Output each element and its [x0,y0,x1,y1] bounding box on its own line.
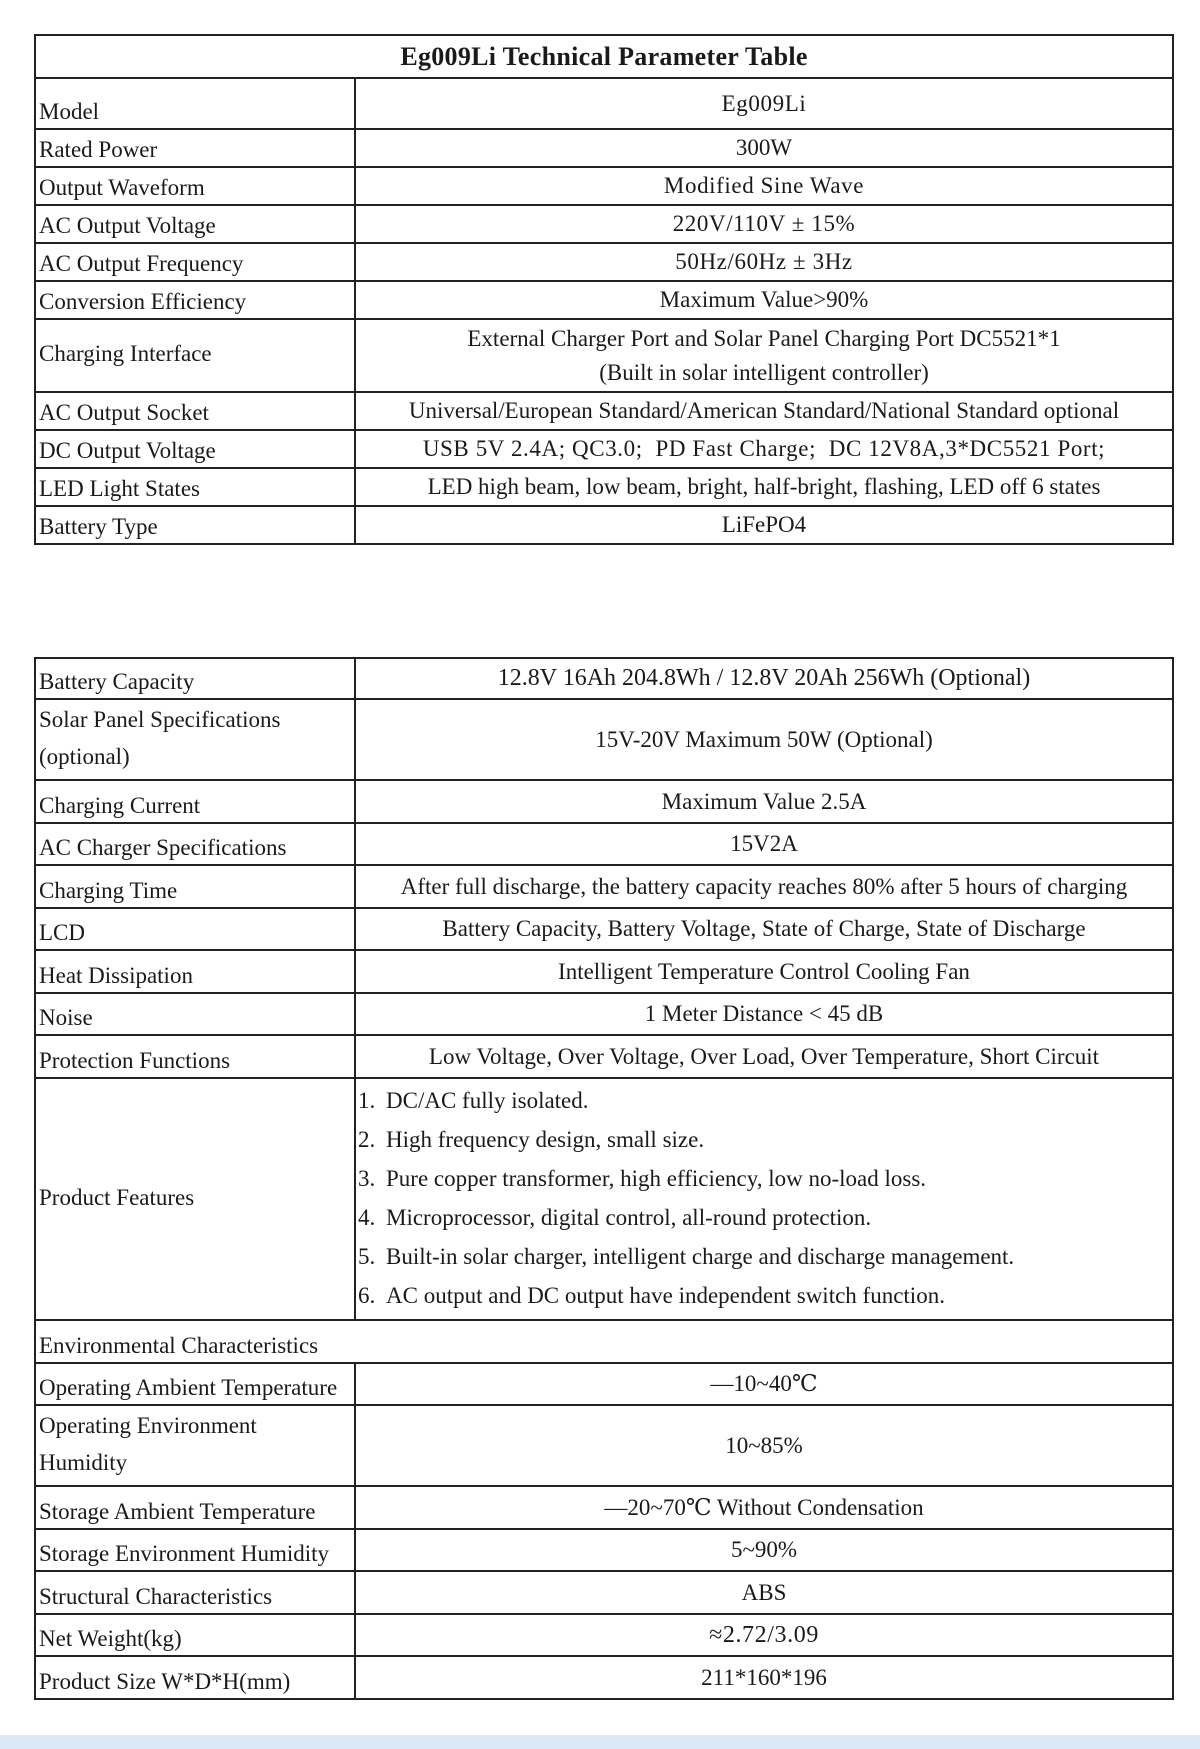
row-label-charging-time: Charging Time [35,865,355,908]
row-label-charging-interface: Charging Interface [35,319,355,392]
list-item: 5. Built-in solar charger, intelligent charge and discharge management. [358,1244,1015,1269]
row-label-dc-output-voltage: DC Output Voltage [35,430,355,468]
row-value-charging-time: After full discharge, the battery capacity reaches 80% after 5 hours of charging [355,865,1173,908]
table-row [35,1078,1173,1320]
row-label-battery-capacity: Battery Capacity [35,658,355,699]
table-row [35,506,1173,544]
row-label-solar-panel [35,699,355,780]
row-value-operating-ambient-temperature: —10~40℃ [355,1363,1173,1405]
row-label-noise: Noise [35,993,355,1035]
row-label-protection-functions: Protection Functions [35,1035,355,1078]
row-value-operating-humidity: 10~85% [355,1405,1173,1486]
list-item: 6. AC output and DC output have independent switch function. [358,1283,945,1308]
table-row [35,430,1173,468]
page-bottom-strip [0,1735,1200,1749]
list-item: 1. DC/AC fully isolated. [358,1088,589,1113]
row-value-output-waveform: Modified Sine Wave [355,167,1173,205]
table-row [35,658,1173,699]
table-row [35,1405,1173,1486]
row-label-product-features: Product Features [35,1078,355,1320]
table-row [35,1656,1173,1699]
row-value-rated-power: 300W [355,129,1173,167]
table-row [35,1571,1173,1614]
row-value-ac-charger: 15V2A [355,823,1173,865]
table-row [35,780,1173,823]
table-row [35,1614,1173,1656]
table-row [35,699,1173,780]
environment-heading: Environmental Characteristics [35,1320,355,1363]
table-row [35,243,1173,281]
row-label-rated-power: Rated Power [35,129,355,167]
row-label-product-size: Product Size W*D*H(mm) [35,1656,355,1699]
table-row [35,1486,1173,1529]
row-label-heat-dissipation: Heat Dissipation [35,950,355,993]
row-label-operating-ambient-temperature: Operating Ambient Temperature [35,1363,355,1405]
row-label-net-weight: Net Weight(kg) [35,1614,355,1656]
row-label-output-waveform: Output Waveform [35,167,355,205]
table-row [35,993,1173,1035]
list-item: 2. High frequency design, small size. [358,1127,705,1152]
solar-panel-label-line-1: Solar Panel Specifications [39,706,281,732]
row-value-battery-capacity: 12.8V 16Ah 204.8Wh / 12.8V 20Ah 256Wh (Optional) [355,658,1173,699]
row-value-storage-humidity: 5~90% [355,1529,1173,1571]
parameter-table-1 [34,34,1174,545]
operating-humidity-label-line-2: Humidity [39,1449,128,1475]
row-value-net-weight: ≈2.72/3.09 [355,1614,1173,1656]
table-row [35,167,1173,205]
charging-interface-line-2: (Built in solar intelligent controller) [599,359,929,385]
row-value-dc-output-voltage: USB 5V 2.4A; QC3.0; PD Fast Charge; DC 12V8A,3*DC5521 Port; [355,430,1173,468]
row-label-battery-type: Battery Type [35,506,355,544]
row-value-heat-dissipation: Intelligent Temperature Control Cooling Fan [355,950,1173,993]
row-value-model: Eg009Li [355,78,1173,129]
row-label-ac-output-frequency: AC Output Frequency [35,243,355,281]
table-row [35,281,1173,319]
table-row [35,468,1173,506]
product-features-list [355,1078,1173,1320]
charging-interface-line-1: External Charger Port and Solar Panel Charging Port DC5521*1 [467,325,1061,351]
row-value-structural-characteristics: ABS [355,1571,1173,1614]
row-label-ac-output-voltage: AC Output Voltage [35,205,355,243]
row-value-conversion-efficiency: Maximum Value>90% [355,281,1173,319]
table-row [35,1320,1173,1363]
row-value-led-light-states: LED high beam, low beam, bright, half-bright, flashing, LED off 6 states [355,468,1173,506]
row-label-ac-output-socket: AC Output Socket [35,392,355,430]
row-label-ac-charger: AC Charger Specifications [35,823,355,865]
list-item: 3. Pure copper transformer, high efficiency, low no-load loss. [358,1166,927,1191]
table-row [35,129,1173,167]
row-label-conversion-efficiency: Conversion Efficiency [35,281,355,319]
row-value-charging-interface [355,319,1173,392]
row-value-solar-panel: 15V-20V Maximum 50W (Optional) [355,699,1173,780]
table-row [35,78,1173,129]
environment-heading-spacer [355,1320,1173,1363]
table-row [35,1363,1173,1405]
row-label-operating-humidity [35,1405,355,1486]
row-value-storage-ambient-temperature: —20~70℃ Without Condensation [355,1486,1173,1529]
row-label-storage-humidity: Storage Environment Humidity [35,1529,355,1571]
row-label-structural-characteristics: Structural Characteristics [35,1571,355,1614]
row-value-charging-current: Maximum Value 2.5A [355,780,1173,823]
row-value-noise: 1 Meter Distance < 45 dB [355,993,1173,1035]
row-label-charging-current: Charging Current [35,780,355,823]
table-row [35,908,1173,950]
row-label-lcd: LCD [35,908,355,950]
row-value-protection-functions: Low Voltage, Over Voltage, Over Load, Over Temperature, Short Circuit [355,1035,1173,1078]
row-value-ac-output-frequency: 50Hz/60Hz ± 3Hz [355,243,1173,281]
row-value-ac-output-voltage: 220V/110V ± 15% [355,205,1173,243]
table-row [35,1529,1173,1571]
row-value-lcd: Battery Capacity, Battery Voltage, State of Charge, State of Discharge [355,908,1173,950]
solar-panel-label-line-2: (optional) [39,743,130,769]
row-label-model: Model [35,78,355,129]
row-value-product-size: 211*160*196 [355,1656,1173,1699]
list-item: 4. Microprocessor, digital control, all-round protection. [358,1205,872,1230]
row-label-led-light-states: LED Light States [35,468,355,506]
table-row [35,865,1173,908]
row-value-ac-output-socket: Universal/European Standard/American Standard/National Standard optional [355,392,1173,430]
row-label-storage-ambient-temperature: Storage Ambient Temperature [35,1486,355,1529]
table-title: Eg009Li Technical Parameter Table [35,35,1173,78]
operating-humidity-label-line-1: Operating Environment [39,1412,257,1438]
table-row [35,205,1173,243]
row-value-battery-type: LiFePO4 [355,506,1173,544]
table-row [35,319,1173,392]
table-row [35,950,1173,993]
table-row [35,1035,1173,1078]
table-row [35,823,1173,865]
parameter-table-2 [34,657,1174,1700]
table-row [35,392,1173,430]
